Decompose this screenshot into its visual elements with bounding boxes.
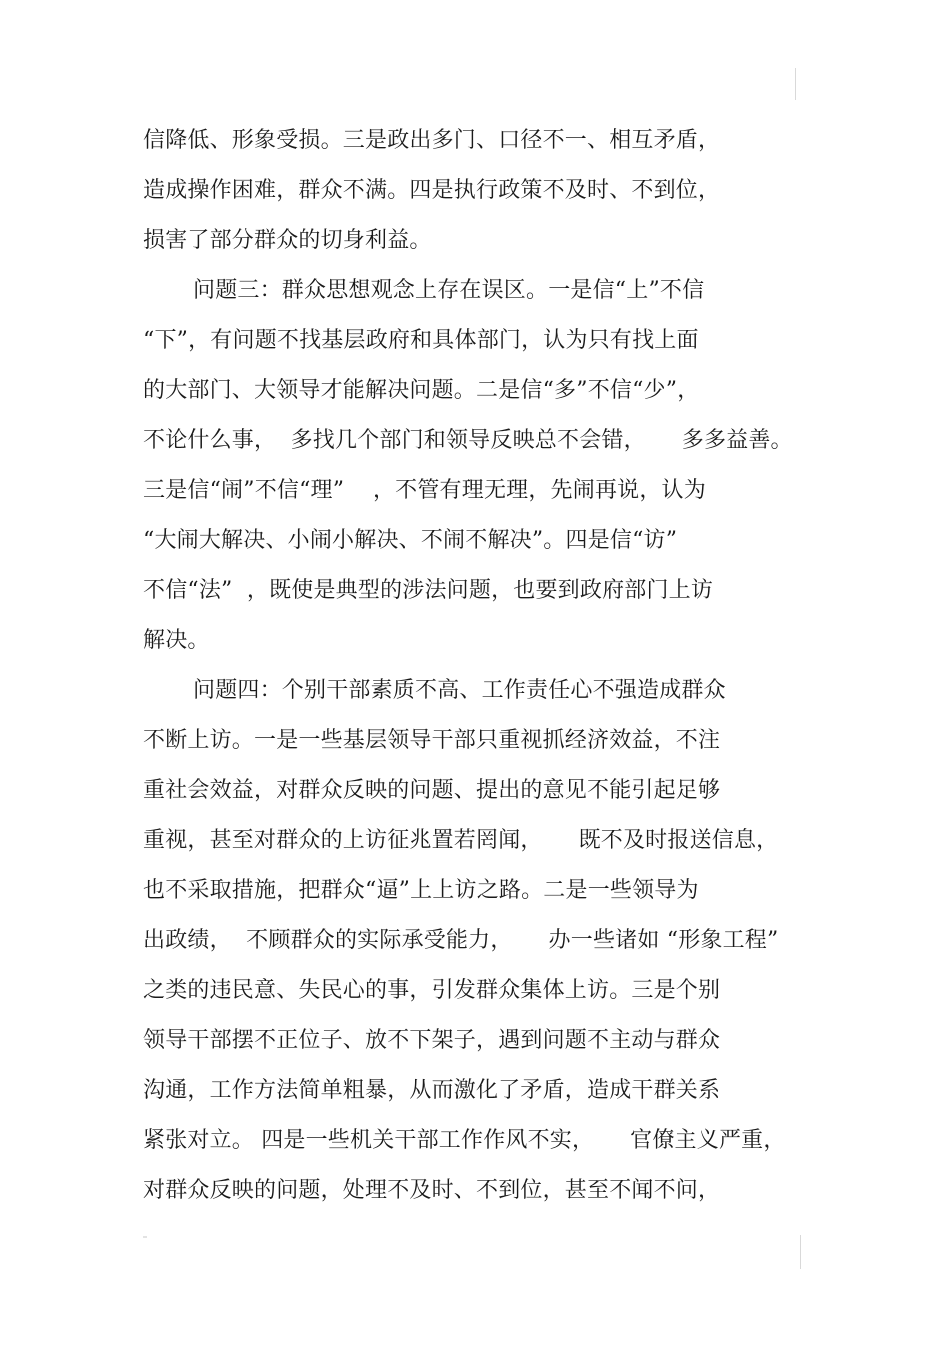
text-line: 沟通，工作方法简单粗暴，从而激化了矛盾，造成干群关系 [143,1078,721,1103]
text-line: 紧张对立。 四是一些机关干部工作作风不实， 官僚主义严重， [143,1128,786,1153]
text-line: 不论什么事， 多找几个部门和领导反映总不会错， 多多益善。 [143,428,793,453]
text-line: “下”，有问题不找基层政府和具体部门，认为只有找上面 [143,328,699,353]
text-line: 出政绩， 不顾群众的实际承受能力， 办一些诸如 “形象工程” [143,928,779,953]
text-line: 损害了部分群众的切身利益。 [143,228,432,253]
page-corner-mark-bottom [800,1235,801,1269]
text-line: 三是信“闹”不信“理” ，不管有理无理，先闹再说，认为 [143,478,706,503]
text-line: 造成操作困难，群众不满。四是执行政策不及时、不到位， [143,178,721,203]
text-line: 领导干部摆不正位子、放不下架子，遇到问题不主动与群众 [143,1028,721,1053]
text-line: 也不采取措施，把群众“逼”上上访之路。二是一些领导为 [143,878,699,903]
paragraph-start-line: 问题三：群众思想观念上存在误区。一是信“上”不信 [193,278,705,303]
text-line: “大闹大解决、小闹小解决、不闹不解决”。四是信“访” [143,528,678,553]
text-line: 重视，甚至对群众的上访征兆置若罔闻， 既不及时报送信息， [143,828,779,853]
page-corner-mark-top [795,68,796,100]
text-line: 重社会效益，对群众反映的问题、提出的意见不能引起足够 [143,778,721,803]
text-line: 对群众反映的问题，处理不及时、不到位，甚至不闻不问， [143,1178,721,1203]
text-line: 解决。 [143,628,210,653]
page-corner-mark-bottom-left [143,1236,147,1238]
text-line: 不信“法” ，既使是典型的涉法问题，也要到政府部门上访 [143,578,714,603]
paragraph-start-line: 问题四：个别干部素质不高、工作责任心不强造成群众 [193,678,726,703]
text-line: 的大部门、大领导才能解决问题。二是信“多”不信“少”， [143,378,700,403]
text-line: 不断上访。一是一些基层领导干部只重视抓经济效益，不注 [143,728,721,753]
text-line: 之类的违民意、失民心的事，引发群众集体上访。三是个别 [143,978,721,1003]
text-line: 信降低、形象受损。三是政出多门、口径不一、相互矛盾， [143,128,721,153]
